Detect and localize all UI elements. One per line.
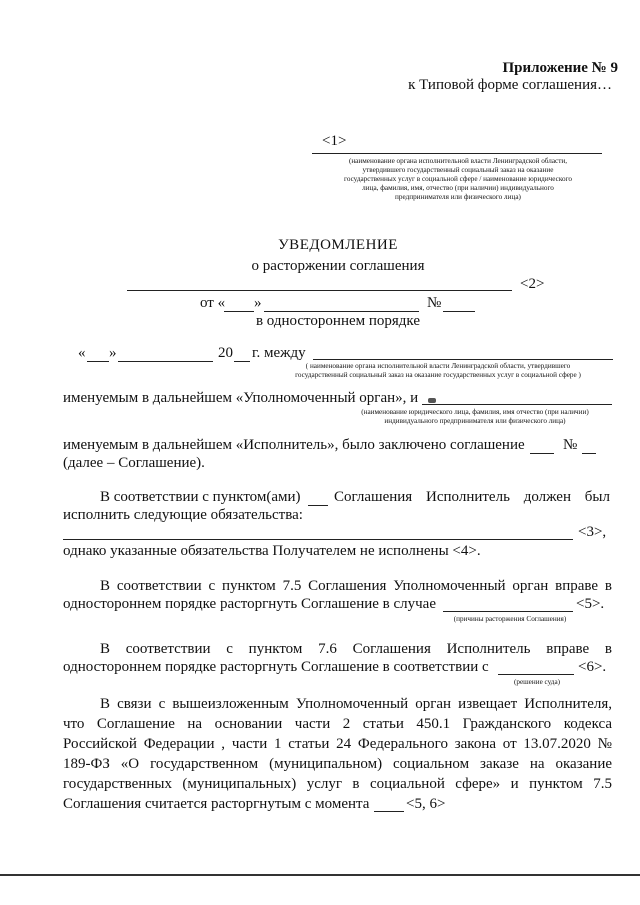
agreement-number-blank	[582, 453, 596, 454]
para4-line1: В связи с вышеизложенным Уполномоченный орган извещает Исполнителя,	[100, 696, 612, 712]
authorized-caption: (наименование юридического лица, фамилия, имя отчество (при наличии) индивидуального предпринимателя или физического лица)	[361, 408, 589, 425]
between-org-line	[313, 359, 613, 360]
between-year-suffix: г. между	[252, 345, 306, 361]
appendix-subtitle: к Типовой форме соглашения…	[408, 77, 612, 93]
para4-line2: что Соглашение на основании части 2 статьи 450.1 Гражданского кодекса	[63, 716, 612, 732]
authorized-line-text: именуемым в дальнейшем «Уполномоченный орган», и	[63, 390, 419, 406]
appendix-number: Приложение № 9	[502, 60, 618, 76]
date-month-blank	[264, 311, 419, 312]
between-day-blank	[87, 361, 109, 362]
para1-clause-blank	[308, 505, 328, 506]
between-caption: ( наименование органа исполнительной власти Ленинградской области, утвердившего государственный социальный заказ на оказание государственных услуг в социальной сфере )	[295, 362, 581, 379]
para3-caption: (решение суда)	[513, 678, 561, 686]
para1-line4: однако указанные обязательства Получателем не исполнены <4>.	[63, 543, 481, 559]
para3-line1: В соответствии с пунктом 7.6 Соглашения Исполнитель вправе в	[100, 641, 612, 657]
date-no-label: №	[427, 295, 442, 311]
agreement-date-blank	[530, 453, 554, 454]
date-ot-prefix: от «	[200, 295, 226, 311]
para4-last-line-start: Соглашения считается расторгнутым с момента	[63, 796, 370, 812]
para3-line2: одностороннем порядке расторгнуть Соглашение в соответствии с	[63, 659, 489, 675]
executor-line-text: именуемым в дальнейшем «Исполнитель», было заключено соглашение	[63, 437, 525, 453]
addressee-caption: (наименование органа исполнительной власти Ленинградской области, утвердившего государственный социальный заказ на оказание государственных услуг в социальной сфере / наименование юридического лица, фамилия, имя, отчество (при наличии) индивидуального предпринимателя или физического лица)	[344, 157, 572, 201]
termination-reason-line	[443, 611, 573, 612]
between-year-blank	[234, 361, 250, 362]
termination-date-blank	[374, 811, 404, 812]
marker-5: <5>.	[576, 596, 605, 612]
para2-caption: (причины расторжения Соглашения)	[453, 615, 567, 623]
para4-line5: государственных (муниципальных) услуг в социальной сфере» и пунктом 7.5	[63, 776, 612, 792]
para2-line1: В соответствии с пунктом 7.5 Соглашения Уполномоченный орган вправе в	[100, 578, 612, 594]
obligations-line	[63, 539, 573, 540]
addressee-line	[312, 153, 602, 154]
recipient-line	[127, 290, 512, 291]
further-agreement: (далее – Соглашение).	[63, 455, 205, 471]
para1-line2: исполнить следующие обязательства:	[63, 507, 303, 523]
para1-line1-end: Соглашения Исполнитель должен был	[334, 489, 610, 505]
date-number-blank	[443, 311, 475, 312]
scan-bottom-edge	[0, 874, 640, 876]
between-month-blank	[118, 361, 213, 362]
ink-mark	[428, 398, 436, 403]
unilateral-order: в одностороннем порядке	[255, 313, 421, 329]
court-decision-line	[498, 674, 574, 675]
between-quote-close: »	[109, 345, 117, 361]
para4-line3: Российской Федерации , части 1 статьи 24 Федерального закона от 13.07.2020 №	[63, 736, 612, 752]
between-quote-open: «	[78, 345, 86, 361]
between-year-prefix: 20	[218, 345, 233, 361]
marker-2: <2>	[520, 276, 545, 292]
para2-line2: одностороннем порядке расторгнуть Соглашение в случае	[63, 596, 436, 612]
marker-3: <3>,	[578, 524, 607, 540]
para1-line1-start: В соответствии с пунктом(ами)	[100, 489, 301, 505]
marker-1: <1>	[322, 133, 347, 149]
document-title: УВЕДОМЛЕНИЕ	[278, 237, 398, 253]
para4-line4: 189-ФЗ «О государственном (муниципальном) социальном заказе на оказание	[63, 756, 612, 772]
authorized-party-line	[422, 404, 612, 405]
marker-5-6: <5, 6>	[406, 796, 446, 812]
date-quote-close: »	[254, 295, 262, 311]
date-day-blank	[224, 311, 254, 312]
marker-6: <6>.	[578, 659, 607, 675]
executor-no-label: №	[563, 437, 578, 453]
document-subtitle: о расторжении соглашения	[251, 258, 425, 274]
